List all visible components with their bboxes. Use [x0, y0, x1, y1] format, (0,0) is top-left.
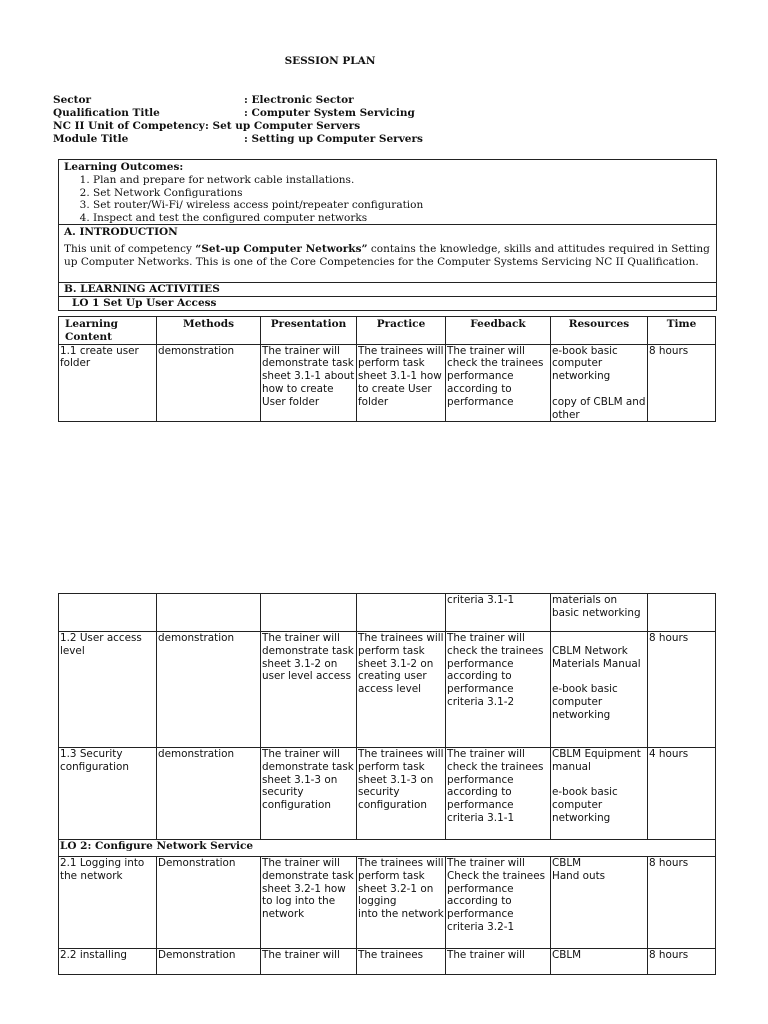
meta-label: Sector	[53, 94, 92, 106]
cell-feedback: The trainer will	[446, 949, 551, 975]
intro-text-part: This unit of competency	[64, 242, 196, 255]
header-presentation: Presentation	[261, 317, 357, 345]
meta-value: : Computer System Servicing	[244, 107, 415, 119]
meta-label: Qualification Title	[53, 107, 160, 119]
cell-presentation: The trainer will demonstrate task sheet 3.2-1 how to log into the network	[261, 857, 357, 949]
cell-presentation: The trainer will demonstrate task sheet 3.1-2 on user level access	[261, 632, 357, 748]
cell-resources: e-book basic computer networking copy of CBLM and other	[551, 344, 648, 422]
table-row	[59, 632, 716, 748]
cell-time: 8 hours	[648, 857, 716, 949]
introduction-text	[64, 243, 711, 269]
meta-label: Module Title	[53, 133, 129, 145]
table-row	[59, 857, 716, 949]
cell-time: 4 hours	[648, 748, 716, 840]
intro-text-bold: “Set-up Computer Networks”	[195, 242, 368, 255]
cell-methods: demonstration	[157, 748, 261, 840]
lo2-row	[59, 840, 716, 857]
table-row	[59, 344, 716, 422]
cell-time: 8 hours	[648, 632, 716, 748]
table-header-row	[59, 317, 716, 345]
cell-feedback: criteria 3.1-1	[446, 594, 551, 632]
cell-feedback: The trainer will Check the trainees performance according to performance criteria 3.2-1	[446, 857, 551, 949]
cell-feedback: The trainer will check the trainees performance according to performance criteria 3.1-2	[446, 632, 551, 748]
table-row	[59, 748, 716, 840]
cell-practice	[357, 594, 446, 632]
cell-practice: The trainees will perform task sheet 3.2-1 on logging into the network	[357, 857, 446, 949]
meta-label: NC II Unit of Competency	[53, 120, 205, 132]
cell-methods: demonstration	[157, 632, 261, 748]
meta-value: : Setting up Computer Servers	[244, 133, 423, 145]
meta-sector	[53, 94, 653, 107]
introduction-heading: A. INTRODUCTION	[64, 226, 178, 238]
header-feedback: Feedback	[446, 317, 551, 345]
cell-learning-content: 1.2 User access level	[59, 632, 157, 748]
list-item: 1. Plan and prepare for network cable installations.	[93, 174, 711, 187]
cell-resources: CBLM Equipment manual e-book basic computer networking	[551, 748, 648, 840]
cell-methods	[157, 594, 261, 632]
meta-module	[53, 133, 653, 146]
cell-presentation: The trainer will	[261, 949, 357, 975]
cell-presentation: The trainer will demonstrate task sheet 3.1-1 about how to create User folder	[261, 344, 357, 422]
learning-activities-heading: B. LEARNING ACTIVITIES	[59, 283, 716, 297]
cell-feedback: The trainer will check the trainees performance according to performance	[446, 344, 551, 422]
cell-feedback: The trainer will check the trainees performance according to performance criteria 3.1-1	[446, 748, 551, 840]
outcomes-intro-box	[58, 159, 717, 311]
list-item: 3. Set router/Wi-Fi/ wireless access point/repeater configuration	[93, 199, 711, 212]
cell-learning-content: 1.1 create user folder	[59, 344, 157, 422]
cell-learning-content: 1.3 Security configuration	[59, 748, 157, 840]
meta-value: : Set up Computer Servers	[205, 120, 361, 132]
cell-practice: The trainees	[357, 949, 446, 975]
meta-value: : Electronic Sector	[244, 94, 354, 106]
meta-unit	[53, 120, 653, 133]
cell-resources: CBLM Network Materials Manual e-book basic computer networking	[551, 632, 648, 748]
learning-outcomes-list	[64, 174, 711, 225]
cell-learning-content: 2.1 Logging into the network	[59, 857, 157, 949]
cell-practice: The trainees will perform task sheet 3.1-1 how to create User folder	[357, 344, 446, 422]
table-row	[59, 949, 716, 975]
cell-methods: Demonstration	[157, 949, 261, 975]
learning-outcomes-heading: Learning Outcomes:	[64, 161, 184, 173]
list-item: 4. Inspect and test the configured computer networks	[93, 212, 711, 225]
cell-resources: CBLM Hand outs	[551, 857, 648, 949]
list-item: 2. Set Network Configurations	[93, 187, 711, 200]
header-time: Time	[648, 317, 716, 345]
header-methods: Methods	[157, 317, 261, 345]
intro-text-part: contains the knowledge, skills and attitudes required in Setting up Computer Networks. This is one of the Core Competencies for the Computer Systems Servicing NC II Qualification.	[64, 242, 710, 268]
cell-learning-content: 2.2 installing	[59, 949, 157, 975]
introduction	[59, 225, 716, 283]
cell-presentation	[261, 594, 357, 632]
meta-qualification	[53, 107, 653, 120]
cell-time: 8 hours	[648, 344, 716, 422]
activities-table-page1	[58, 316, 716, 422]
cell-methods: Demonstration	[157, 857, 261, 949]
page-title: SESSION PLAN	[284, 55, 376, 67]
activities-table-page2	[58, 593, 716, 975]
cell-time	[648, 594, 716, 632]
cell-learning-content	[59, 594, 157, 632]
cell-practice: The trainees will perform task sheet 3.1-2 on creating user access level	[357, 632, 446, 748]
header-learning-content: Learning Content	[59, 317, 157, 345]
meta-block	[53, 94, 653, 146]
header-resources: Resources	[551, 317, 648, 345]
header-practice: Practice	[357, 317, 446, 345]
cell-presentation: The trainer will demonstrate task sheet 3.1-3 on security configuration	[261, 748, 357, 840]
lo1-heading: LO 1 Set Up User Access	[72, 297, 217, 309]
cell-methods: demonstration	[157, 344, 261, 422]
cell-resources: CBLM	[551, 949, 648, 975]
cell-resources: materials on basic networking	[551, 594, 648, 632]
cell-time: 8 hours	[648, 949, 716, 975]
table-row	[59, 594, 716, 632]
cell-practice: The trainees will perform task sheet 3.1-3 on security configuration	[357, 748, 446, 840]
learning-outcomes	[59, 160, 716, 225]
lo2-heading: LO 2: Configure Network Service	[59, 840, 716, 857]
